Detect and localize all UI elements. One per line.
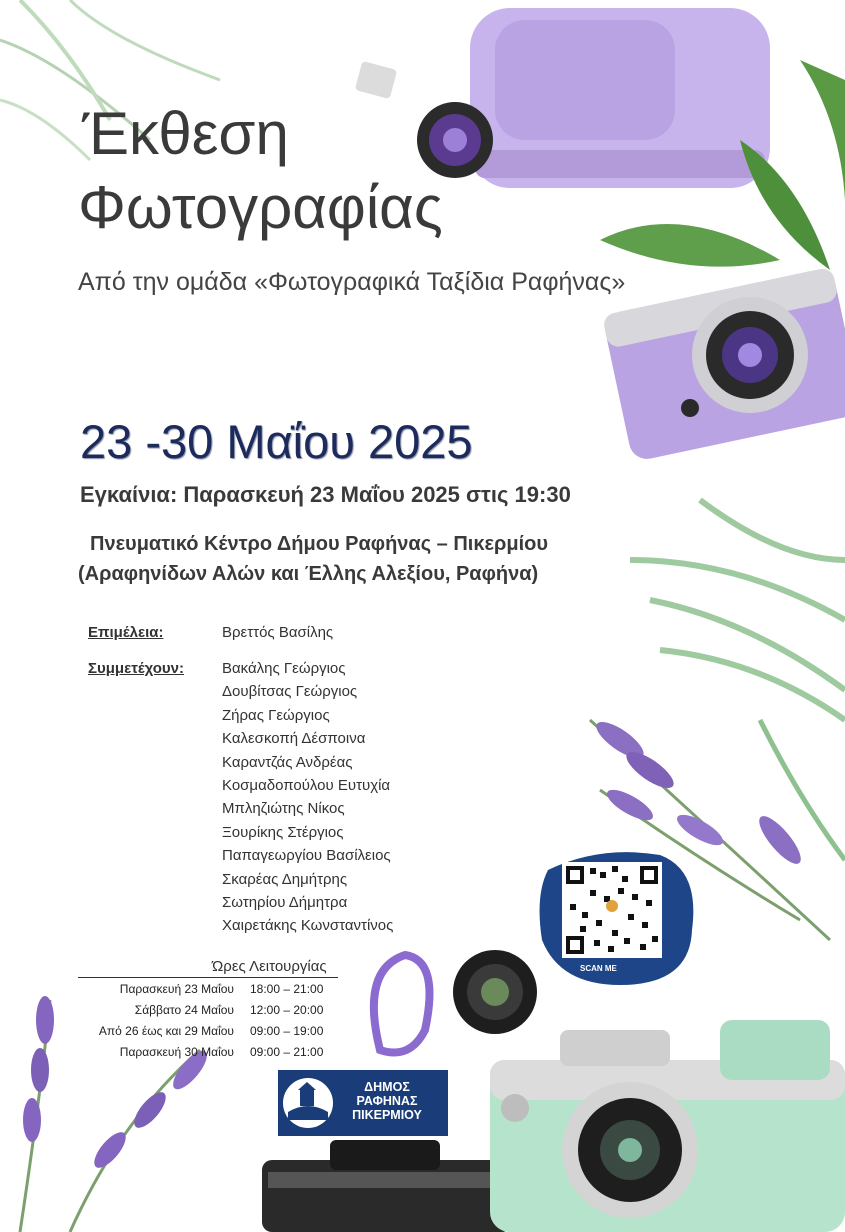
participants-list <box>222 660 393 941</box>
participant-name: Κοσμαδοπούλου Ευτυχία <box>222 776 391 794</box>
hours-table <box>78 982 338 1066</box>
participant-name: Χαιρετάκης Κωνσταντίνος <box>222 917 394 935</box>
participant-name: Ξουρίκης Στέργιος <box>222 823 344 841</box>
qr-scan-label: SCAN ME <box>580 964 617 973</box>
logo-line: ΠΙΚΕΡΜΙΟΥ <box>352 1108 422 1122</box>
strap <box>374 955 430 1053</box>
participant-name: Βακάλης Γεώργιος <box>222 660 346 677</box>
hours-time: 18:00 – 21:00 <box>250 982 324 996</box>
subtitle: Από την ομάδα «Φωτογραφικά Ταξίδια Ραφήνας» <box>78 268 626 296</box>
hours-row <box>78 1045 338 1066</box>
curator-name: Βρεττός Βασίλης <box>222 624 334 641</box>
hours-day: Σάββατο 24 Μαΐου <box>134 1003 234 1017</box>
participant-name: Σωτηρίου Δήμητρα <box>222 893 348 911</box>
hours-day: Από 26 έως και 29 Μαΐου <box>98 1024 234 1038</box>
hours-divider <box>78 977 338 978</box>
participant-name: Ζήρας Γεώργιος <box>222 706 330 724</box>
curator-label: Επιμέλεια: <box>88 624 164 641</box>
hours-day: Παρασκευή 30 Μαΐου <box>119 1045 234 1059</box>
logo-line: ΡΑΦΗΝΑΣ <box>356 1094 418 1108</box>
municipality-emblem-icon <box>278 1070 334 1136</box>
venue-line-2: (Αραφηνίδων Αλών και Έλλης Αλεξίου, Ραφήνα) <box>78 563 539 585</box>
municipality-logo-text <box>332 1080 442 1122</box>
opening-info: Εγκαίνια: Παρασκευή 23 Μαΐου 2025 στις 19:30 <box>80 482 571 507</box>
hours-row <box>78 1024 338 1045</box>
lens-bottom-icon <box>453 950 537 1034</box>
title-line-1: Έκθεση <box>82 100 289 167</box>
hours-time: 12:00 – 20:00 <box>250 1003 324 1017</box>
participant-name: Παπαγεωργίου Βασίλειος <box>222 847 391 865</box>
logo-line: ΔΗΜΟΣ <box>364 1080 410 1094</box>
camera-mint-icon <box>490 1020 845 1232</box>
hours-time: 09:00 – 19:00 <box>250 1024 324 1038</box>
palm-leaf-right <box>630 500 845 720</box>
participant-name: Καραντζάς Ανδρέας <box>222 753 353 771</box>
hours-row <box>78 1003 338 1024</box>
participant-name: Καλεσκοπή Δέσποινα <box>222 730 366 748</box>
hours-title: Ώρες Λειτουργίας <box>212 958 327 975</box>
participant-name: Δουβίτσας Γεώργιος <box>222 683 358 701</box>
participants-label: Συμμετέχουν: <box>88 660 184 677</box>
participant-name: Μπληζιώτης Νίκος <box>222 800 345 818</box>
exhibition-dates: 23 -30 Μαΐου 2025 <box>80 415 473 468</box>
camera-lavender-icon <box>602 267 845 463</box>
venue-line-1: Πνευματικό Κέντρο Δήμου Ραφήνας – Πικερμίου <box>90 533 549 555</box>
lavender-bag <box>470 8 770 188</box>
camera-black-icon <box>262 1140 512 1232</box>
hours-row <box>78 982 338 1003</box>
participant-name: Σκαρέας Δημήτρης <box>222 870 348 888</box>
hours-day: Παρασκευή 23 Μαΐου <box>119 982 234 996</box>
title-line-2: Φωτογραφίας <box>78 174 443 241</box>
hours-time: 09:00 – 21:00 <box>250 1045 324 1059</box>
